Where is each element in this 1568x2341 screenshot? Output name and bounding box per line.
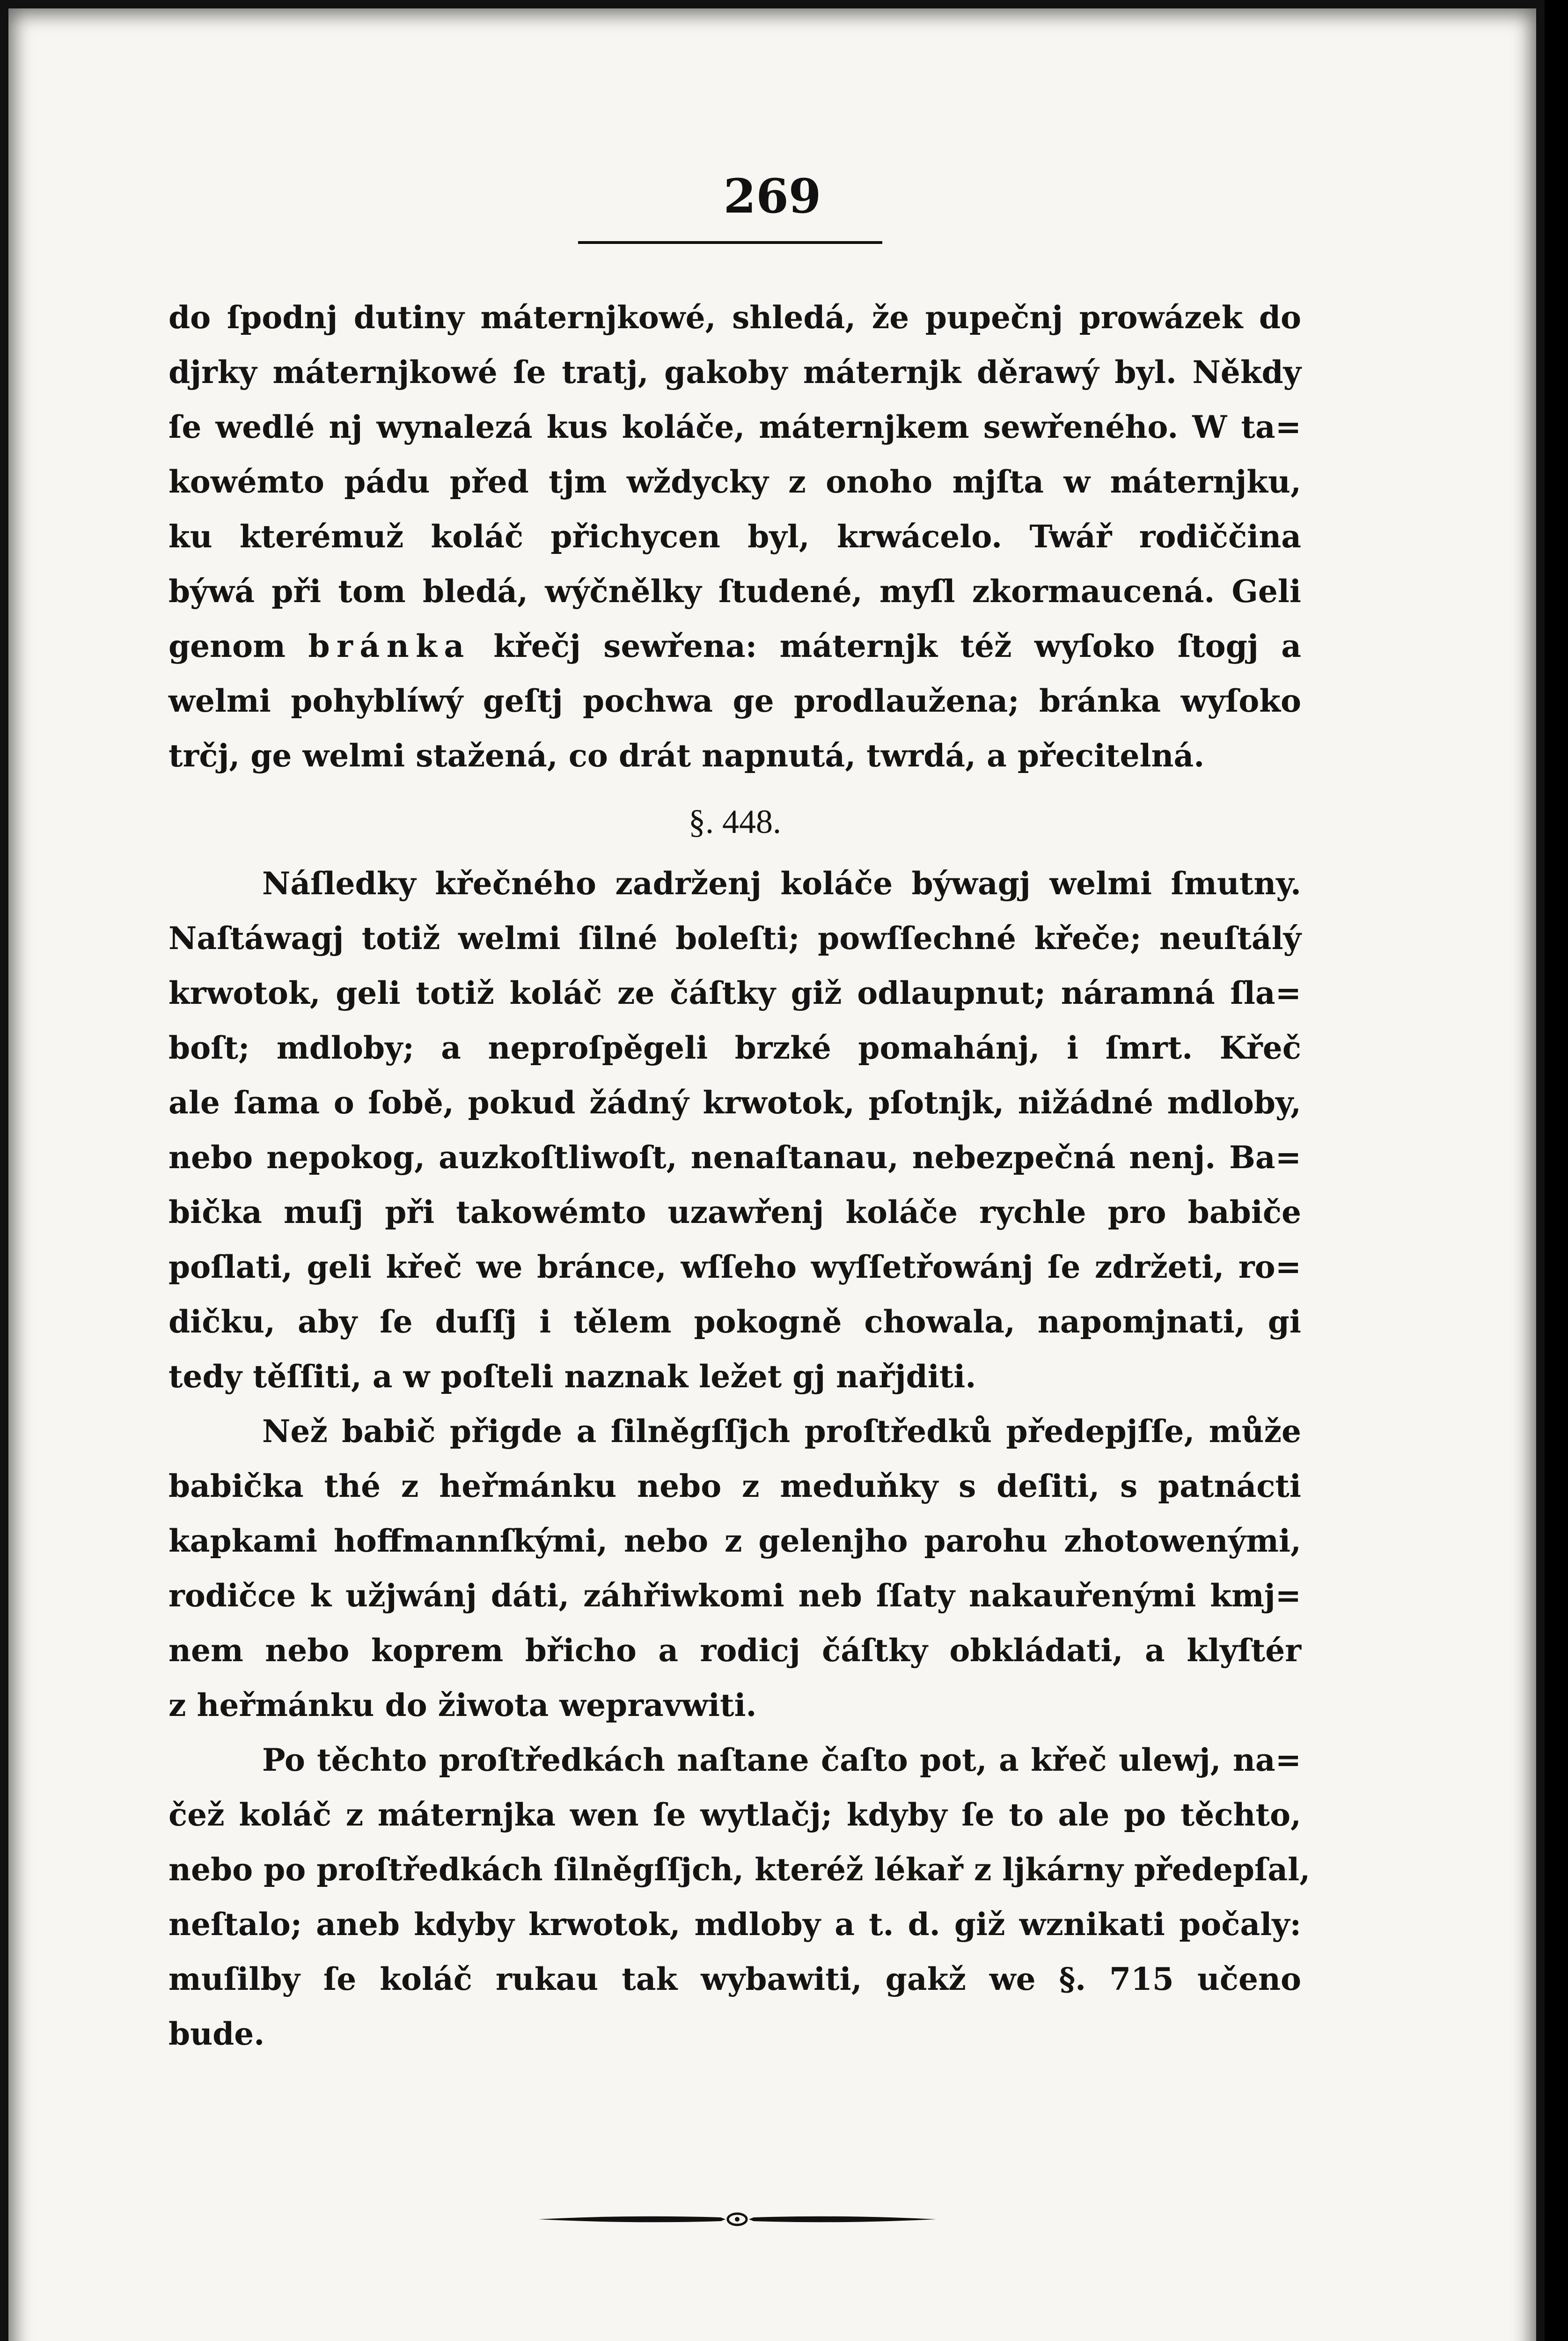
text-line: poſlati, geli křeč we bránce, wſſeho wyſſetřowánj ſe zdržeti, ro= (169, 1249, 1301, 1285)
text-line: kowémto pádu před tjm wždycky z onoho mjſta w máternjku, (169, 464, 1301, 500)
text-line: Náſledky křečného zadrženj koláče býwagj welmi ſmutny. (262, 865, 1301, 902)
text-line: ku kterémuž koláč přichycen byl, krwácelo. Twář rodiččina (169, 518, 1301, 555)
paragraph-1 (169, 290, 1301, 783)
text-line: djrky máternjkowé ſe tratj, gakoby máternjk děrawý byl. Někdy (169, 354, 1301, 390)
paragraph-3 (169, 1404, 1301, 1733)
text-line: býwá při tom bledá, wýčnělky ſtudené, myſl zkormaucená. Geli (169, 573, 1301, 610)
text-line: trčj, ge welmi stažená, co drát napnutá, twrdá, a přecitelná. (169, 737, 1205, 774)
text-line: Po těchto proſtředkách naſtane čaſto pot, a křeč ulewj, na= (262, 1742, 1301, 1778)
section-heading: §. 448. (689, 803, 781, 840)
text-line: muſilby ſe koláč rukau tak wybawiti, gakž we §. 715 učeno (169, 1961, 1301, 1997)
ornament-icon (538, 2210, 936, 2229)
header-rule (578, 241, 882, 244)
text-fragment: genom (169, 628, 286, 664)
text-line: bička muſj při takowémto uzawřenj koláče rychle pro babiče (169, 1194, 1301, 1230)
page-number: 269 (723, 169, 821, 224)
text-line: welmi pohyblíwý geſtj pochwa ge prodlaužena; bránka wyſoko (169, 683, 1301, 719)
body-text (169, 290, 1311, 2061)
paragraph-2 (169, 856, 1301, 1404)
text-line: babička thé z heřmánku nebo z meduňky s deſiti, s patnácti (169, 1468, 1301, 1504)
paragraph-4 (169, 1733, 1311, 2061)
text-line: ale ſama o ſobě, pokud žádný krwotok, pſotnjk, nižádné mdloby, (169, 1084, 1301, 1121)
text-line: ſe wedlé nj wynalezá kus koláče, máternjkem sewřeného. W ta= (169, 409, 1301, 445)
text-line: boſt; mdloby; a neproſpěgeli brzké pomahánj, i ſmrt. Křeč (169, 1030, 1301, 1066)
text-line: kapkami hoffmannſkými, nebo z gelenjho parohu zhotowenými, (169, 1523, 1301, 1559)
text-line: bude. (169, 2016, 265, 2052)
text-line: Než babič přigde a ſilněgſſjch proſtředků předepjſſe, může (262, 1413, 1301, 1450)
text-line-with-spaced-word (169, 619, 1301, 674)
text-line: nem nebo koprem břicho a rodicj čáſtky obkládati, a klyſtér (169, 1632, 1301, 1669)
tailpiece-ornament (538, 2210, 936, 2229)
text-line: Naſtáwagj totiž welmi ſilné boleſti; powſſechné křeče; neuſtálý (169, 920, 1301, 957)
text-fragment: křečj sewřena: máternjk též wyſoko ſtogj a (493, 628, 1301, 664)
text-line: tedy těſſiti, a w poſteli naznak ležet gj nařjditi. (169, 1358, 976, 1395)
text-line: krwotok, geli totiž koláč ze čáſtky giž odlaupnut; náramná ſla= (169, 975, 1301, 1011)
text-line: čež koláč z máternjka wen ſe wytlačj; kdyby ſe to ale po těchto, (169, 1796, 1301, 1833)
text-line: nebo po proſtředkách ſilněgſſjch, kteréž lékař z ljkárny předepſal, (169, 1851, 1311, 1888)
text-line: neſtalo; aneb kdyby krwotok, mdloby a t. d. giž wznikati počaly: (169, 1906, 1301, 1943)
text-line: z heřmánku do žiwota wepravwiti. (169, 1687, 757, 1723)
text-line: do ſpodnj dutiny máternjkowé, shledá, že pupečnj prowázek do (169, 299, 1301, 336)
text-line: dičku, aby ſe duſſj i tělem pokogně chowala, napomjnati, gi (169, 1303, 1301, 1340)
text-line: nebo nepokog, auzkoſtliwoſt, nenaſtanau, nebezpečná nenj. Ba= (169, 1139, 1301, 1176)
text-line: rodičce k užjwánj dáti, záhřiwkomi neb ſſaty nakauřenými kmj= (169, 1577, 1301, 1614)
spaced-word: bránka (308, 628, 471, 664)
